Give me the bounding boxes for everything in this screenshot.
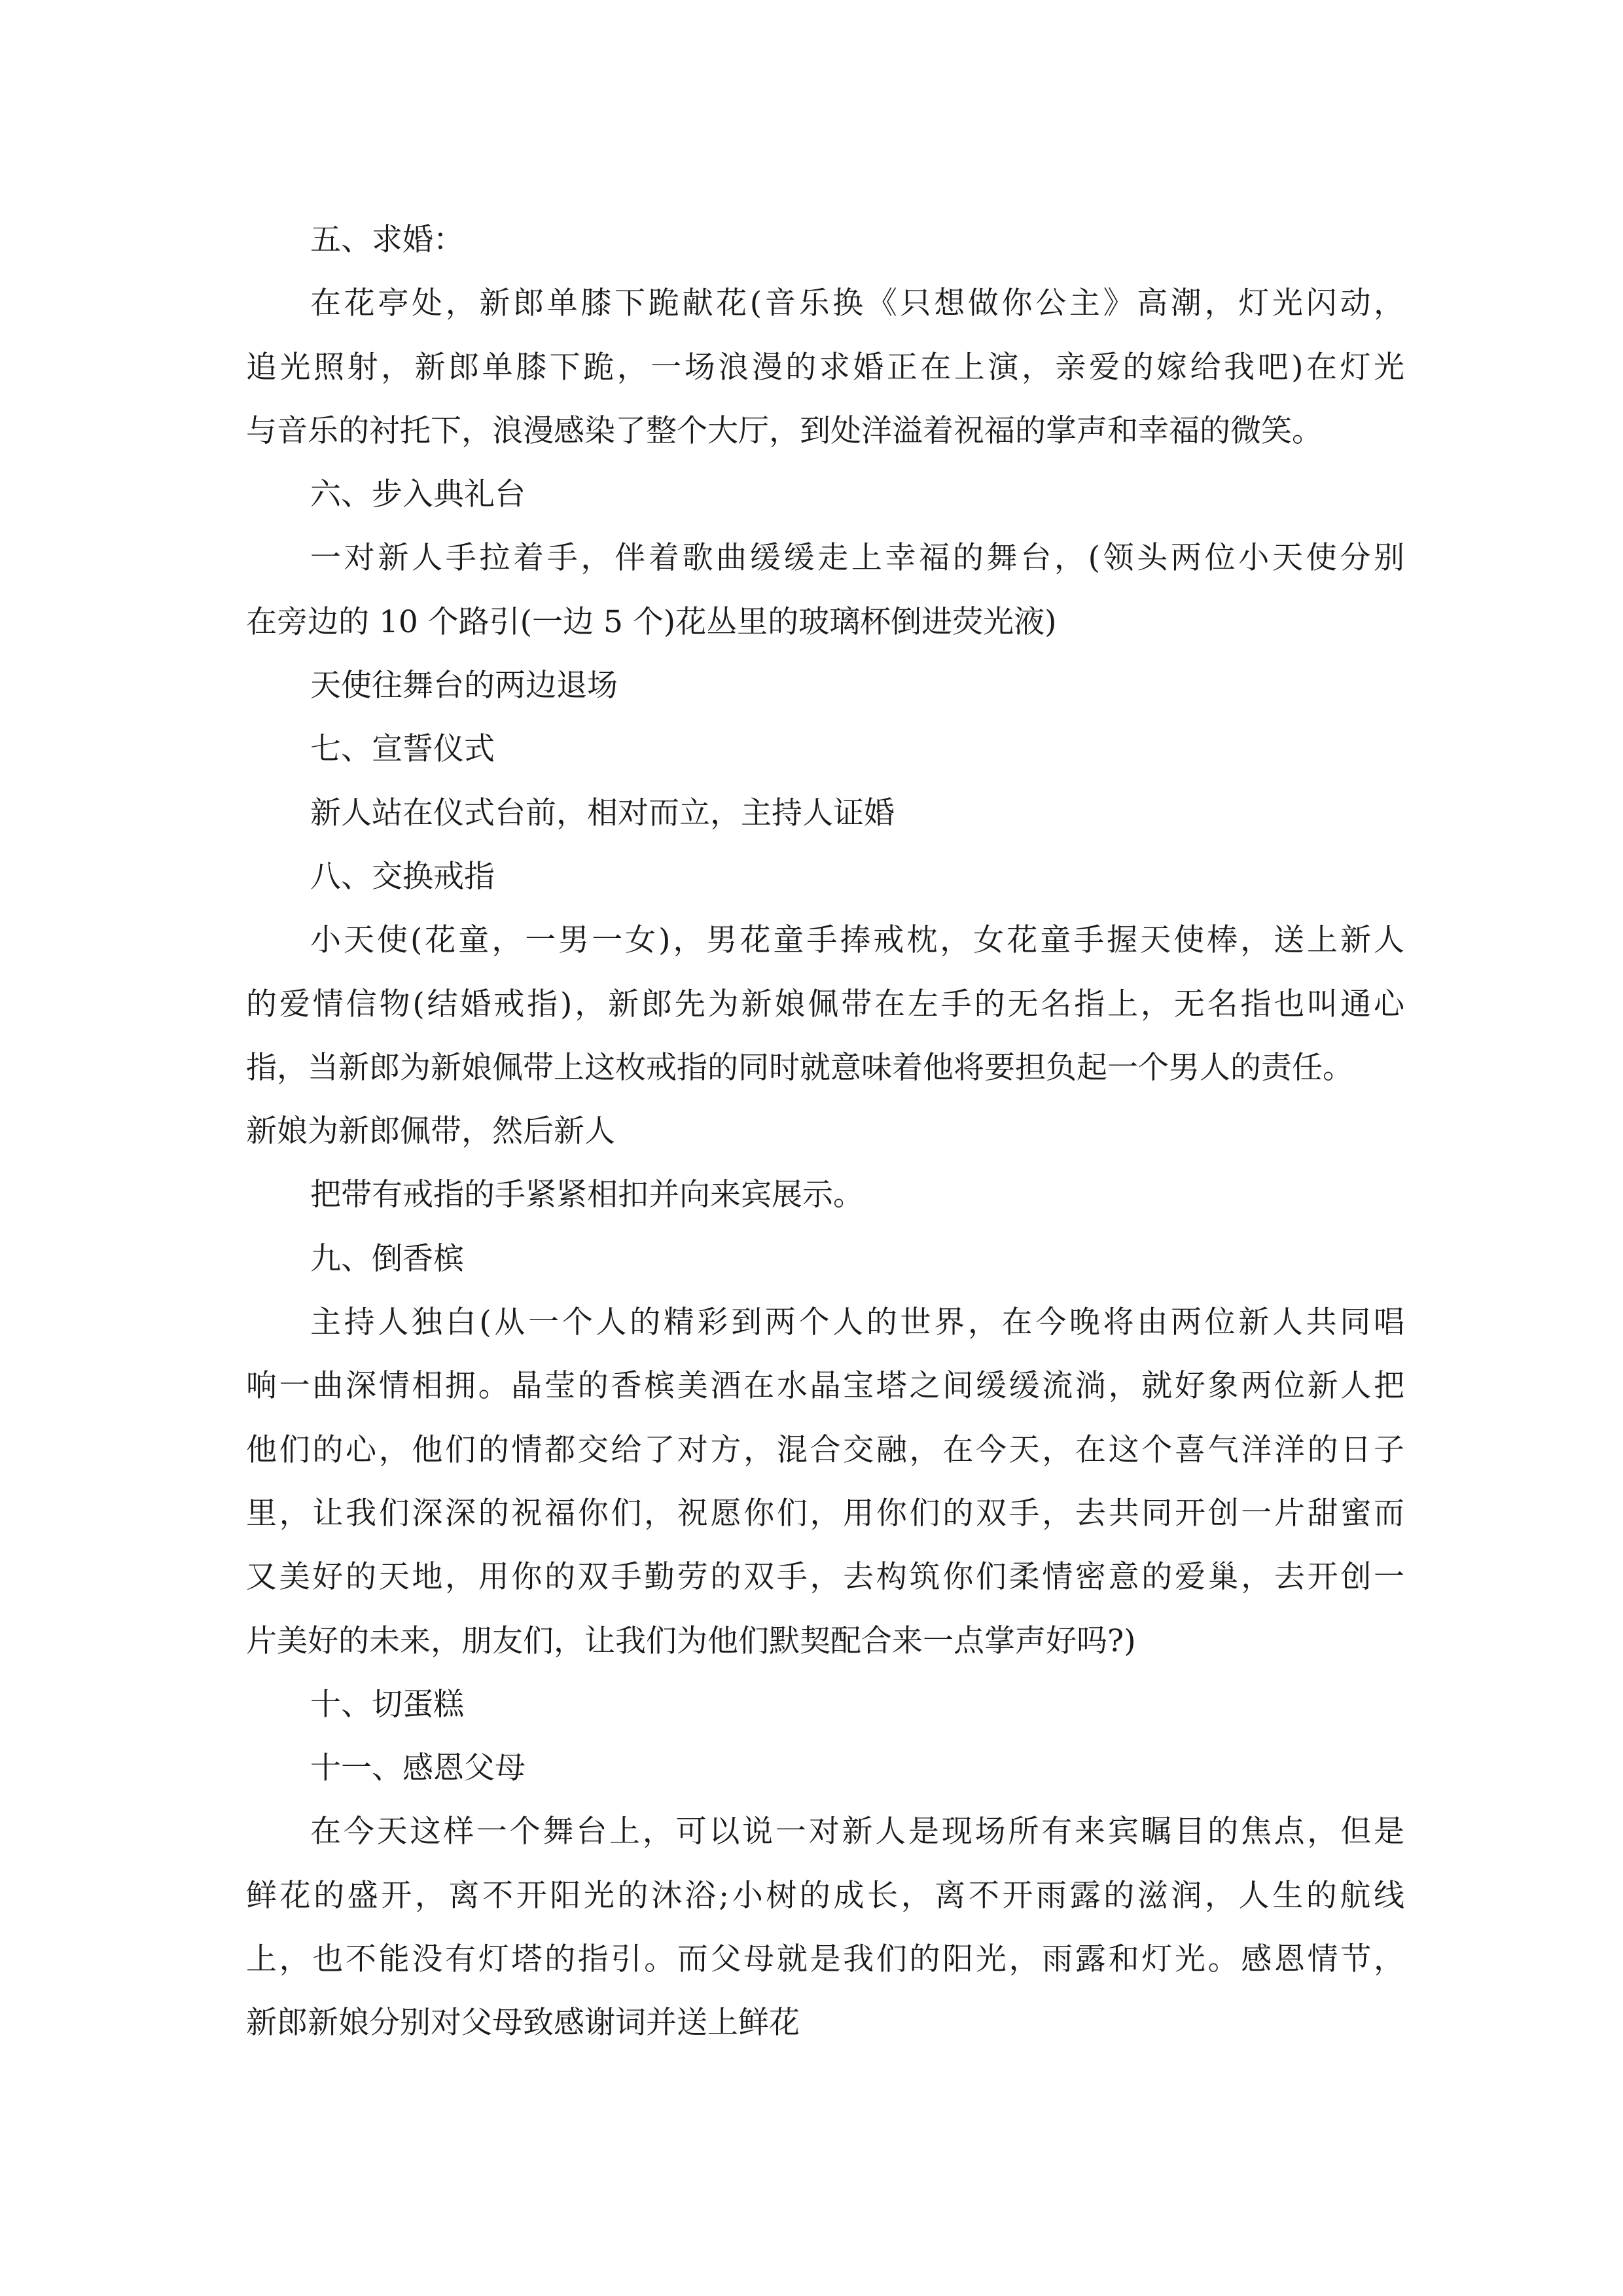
- paragraph-line: 在今天这样一个舞台上，可以说一对新人是现场所有来宾瞩目的焦点，但是: [310, 1814, 1404, 1850]
- paragraph-line: 主持人独白(从一个人的精彩到两个人的世界，在今晚将由两位新人共同唱: [310, 1304, 1404, 1341]
- heading-cut-cake: 十、切蛋糕: [310, 1686, 464, 1723]
- heading-vow-ceremony: 七、宣誓仪式: [310, 731, 495, 768]
- document-body: [246, 208, 1404, 2055]
- heading-exchange-rings: 八、交换戒指: [310, 858, 495, 895]
- paragraph-line: 响一曲深情相拥。晶莹的香槟美酒在水晶宝塔之间缓缓流淌，就好象两位新人把: [246, 1368, 1404, 1405]
- paragraph-line: 一对新人手拉着手，伴着歌曲缓缓走上幸福的舞台，(领头两位小天使分别: [310, 540, 1404, 577]
- paragraph-line: 里，让我们深深的祝福你们，祝愿你们，用你们的双手，去共同开创一片甜蜜而: [246, 1495, 1404, 1532]
- paragraph-line: 的爱情信物(结婚戒指)，新郎先为新娘佩带在左手的无名指上，无名指也叫通心: [246, 986, 1404, 1022]
- paragraph-line: 小天使(花童，一男一女)，男花童手捧戒枕，女花童手握天使棒，送上新人: [310, 922, 1404, 959]
- paragraph-line: 在旁边的 10 个路引(一边 5 个)花丛里的玻璃杯倒进荧光液): [246, 603, 1057, 640]
- paragraph-line: 又美好的天地，用你的双手勤劳的双手，去构筑你们柔情密意的爱巢，去开创一: [246, 1559, 1404, 1596]
- paragraph-line: 把带有戒指的手紧紧相扣并向来宾展示。: [310, 1177, 864, 1213]
- paragraph-line: 新人站在仪式台前，相对而立，主持人证婚: [310, 795, 895, 831]
- heading-proposal: 五、求婚：: [310, 222, 464, 258]
- heading-enter-stage: 六、步入典礼台: [310, 476, 526, 513]
- paragraph-line: 新郎新娘分别对父母致感谢词并送上鲜花: [246, 2005, 800, 2041]
- paragraph-line: 追光照射，新郎单膝下跪，一场浪漫的求婚正在上演，亲爱的嫁给我吧)在灯光: [246, 349, 1404, 386]
- paragraph-line: 天使往舞台的两边退场: [310, 668, 618, 704]
- heading-pour-champagne: 九、倒香槟: [310, 1240, 464, 1277]
- heading-thank-parents: 十一、感恩父母: [310, 1750, 526, 1787]
- paragraph-line: 他们的心，他们的情都交给了对方，混合交融，在今天，在这个喜气洋洋的日子: [246, 1431, 1404, 1468]
- paragraph-line: 新娘为新郎佩带，然后新人: [246, 1113, 615, 1150]
- paragraph-line: 上，也不能没有灯塔的指引。而父母就是我们的阳光，雨露和灯光。感恩情节，: [246, 1941, 1404, 1978]
- paragraph-line: 指，当新郎为新娘佩带上这枚戒指的同时就意味着他将要担负起一个男人的责任。: [246, 1049, 1353, 1086]
- paragraph-line: 片美好的未来，朋友们，让我们为他们默契配合来一点掌声好吗?): [246, 1623, 1136, 1659]
- paragraph-line: 在花亭处，新郎单膝下跪献花(音乐换《只想做你公主》高潮，灯光闪动，: [310, 285, 1404, 322]
- paragraph-line: 鲜花的盛开，离不开阳光的沐浴;小树的成长，离不开雨露的滋润，人生的航线: [246, 1877, 1404, 1914]
- paragraph-line: 与音乐的衬托下，浪漫感染了整个大厅，到处洋溢着祝福的掌声和幸福的微笑。: [246, 412, 1323, 449]
